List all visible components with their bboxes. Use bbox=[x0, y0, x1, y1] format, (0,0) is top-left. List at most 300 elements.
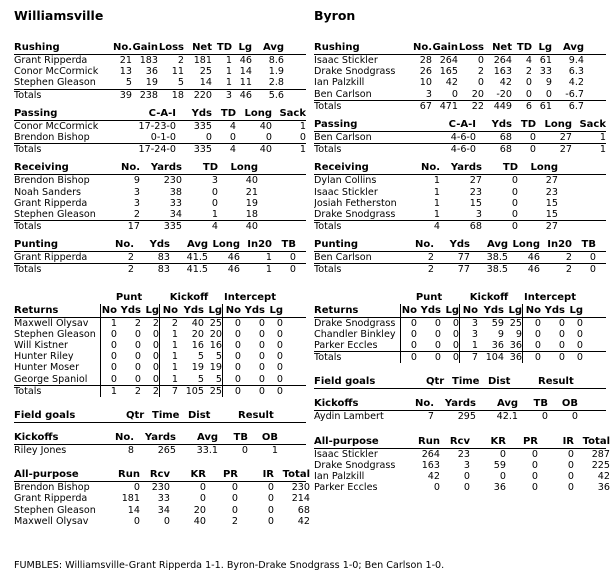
stat-value: 0 bbox=[229, 131, 236, 143]
column-header: Yards bbox=[444, 398, 476, 410]
column-header: No. bbox=[414, 398, 434, 410]
column-header: Lg bbox=[538, 42, 552, 53]
stat-value: 0 bbox=[211, 197, 218, 209]
column-header: Lg bbox=[238, 42, 252, 53]
stat-value: 46 bbox=[239, 89, 252, 101]
stat-value: 19 bbox=[145, 77, 158, 89]
stat-value: 18 bbox=[245, 208, 258, 220]
column-header: No bbox=[159, 304, 178, 317]
column-header: TD bbox=[216, 42, 232, 53]
player-name: Maxwell Olysav bbox=[14, 515, 89, 527]
stat-value: 1 bbox=[265, 264, 272, 276]
rushing-section bbox=[314, 41, 606, 112]
player-name: Stephen Gleason bbox=[14, 504, 96, 516]
stat-value: 1 bbox=[299, 120, 306, 132]
stat-value: 4 bbox=[229, 144, 236, 156]
stat-value: 2 bbox=[427, 252, 434, 264]
stat-value: 1 bbox=[459, 340, 478, 351]
stat-value: 0 bbox=[199, 482, 206, 494]
team-name: Byron bbox=[314, 8, 356, 23]
column-header: No. bbox=[114, 431, 134, 443]
stat-value: 36 bbox=[493, 482, 506, 494]
stat-value: 3 bbox=[133, 197, 140, 209]
returns-group-header bbox=[14, 292, 306, 304]
column-header: In20 bbox=[547, 239, 572, 251]
column-header: Result bbox=[538, 376, 574, 388]
stat-value: 6.3 bbox=[568, 66, 584, 78]
stat-value: 9 bbox=[497, 328, 504, 340]
passing-section bbox=[314, 118, 606, 155]
stat-value: 0 bbox=[152, 351, 159, 363]
stat-value: 2 bbox=[152, 317, 159, 329]
table-row bbox=[314, 175, 606, 186]
stat-value: 1 bbox=[159, 329, 178, 340]
return-group-label: Punt bbox=[415, 291, 443, 303]
stat-value: 36 bbox=[491, 340, 504, 351]
stat-value: 4-6-0 bbox=[450, 131, 476, 143]
stat-value: 1 bbox=[159, 351, 178, 362]
stat-value: 33 bbox=[539, 66, 552, 78]
stat-value: 15 bbox=[545, 197, 558, 209]
stat-value: 25 bbox=[209, 317, 222, 329]
stat-value: 0 bbox=[222, 340, 241, 351]
table-row bbox=[14, 318, 306, 329]
stat-value: 1.9 bbox=[268, 66, 284, 78]
stat-value: 1 bbox=[271, 444, 278, 456]
stat-value: 0 bbox=[222, 362, 241, 373]
stat-value: 36 bbox=[509, 352, 522, 364]
stat-value: 2 bbox=[565, 264, 572, 276]
stat-value: 0 bbox=[558, 340, 565, 351]
column-header: Avg bbox=[196, 431, 218, 443]
stat-value: 0 bbox=[258, 317, 265, 329]
player-name: Dylan Collins bbox=[314, 175, 377, 187]
stat-value: 0 bbox=[434, 328, 441, 340]
stat-value: 23 bbox=[457, 448, 470, 460]
table-row bbox=[314, 482, 610, 494]
section-title: Kickoffs bbox=[314, 398, 359, 410]
column-header: Yds bbox=[420, 304, 441, 316]
stat-value: 0 bbox=[152, 340, 159, 351]
stat-value: 1 bbox=[100, 318, 117, 329]
player-name: Drake Snodgrass bbox=[314, 459, 396, 471]
table-row bbox=[314, 411, 606, 422]
stat-value: 0 bbox=[525, 77, 532, 89]
spacer bbox=[14, 292, 100, 304]
stat-value: 3 bbox=[463, 459, 470, 471]
stat-value: 0 bbox=[222, 374, 241, 385]
stat-value: 0 bbox=[511, 208, 518, 220]
stat-value: 68 bbox=[297, 504, 310, 516]
table-row bbox=[314, 77, 606, 88]
stat-value: 8 bbox=[127, 444, 134, 456]
stat-value: 0 bbox=[567, 459, 574, 471]
stat-value: 42 bbox=[445, 77, 458, 89]
stat-value: 28 bbox=[419, 55, 432, 66]
column-header: PR bbox=[222, 469, 238, 481]
receiving-header bbox=[14, 161, 306, 175]
table-row bbox=[14, 175, 306, 186]
stat-value: 41.5 bbox=[186, 252, 208, 264]
stat-value: 5 bbox=[177, 77, 184, 89]
stat-value: 2 bbox=[177, 55, 184, 66]
stat-value: 1 bbox=[265, 252, 272, 264]
stat-value: 27 bbox=[469, 175, 482, 187]
stat-value: 21 bbox=[119, 55, 132, 66]
stat-value: 0 bbox=[241, 444, 248, 456]
stat-value: 3 bbox=[459, 318, 478, 329]
returns-section bbox=[14, 292, 306, 397]
column-header: Time bbox=[152, 409, 180, 421]
stat-value: 40 bbox=[245, 221, 258, 233]
spacer bbox=[314, 292, 400, 304]
stat-value: -20 bbox=[496, 88, 512, 100]
stat-value: 0 bbox=[477, 77, 484, 89]
totals-label: Totals bbox=[14, 89, 42, 101]
stat-value: 1 bbox=[599, 131, 606, 143]
return-group-label: Kickoff bbox=[169, 291, 209, 303]
stat-value: 13 bbox=[119, 66, 132, 78]
section-title: Rushing bbox=[314, 42, 360, 53]
totals-label: Totals bbox=[314, 221, 342, 233]
stat-value: 6.7 bbox=[568, 100, 584, 112]
stat-value: 19 bbox=[191, 362, 204, 374]
column-header: Run bbox=[418, 435, 440, 447]
stat-value: 0 bbox=[134, 373, 141, 385]
stat-value: 83 bbox=[157, 264, 170, 276]
stat-value: 0 bbox=[511, 175, 518, 187]
stat-value: 0 bbox=[222, 318, 241, 329]
rushing-header bbox=[314, 41, 606, 55]
column-header: No. bbox=[420, 162, 440, 174]
column-header: Yds bbox=[483, 304, 504, 316]
stat-value: 0 bbox=[558, 352, 565, 364]
stat-value: 0 bbox=[100, 329, 117, 340]
player-name: Conor McCormick bbox=[14, 120, 99, 132]
totals-label: Totals bbox=[14, 144, 42, 156]
stat-value: 230 bbox=[291, 482, 310, 494]
stat-value: 0 bbox=[276, 328, 283, 340]
column-header: No bbox=[401, 304, 417, 316]
stat-value: 0 bbox=[222, 351, 241, 362]
stat-value: 5.6 bbox=[268, 89, 284, 101]
all-purpose-header bbox=[14, 468, 310, 482]
stat-value: 42 bbox=[427, 470, 440, 482]
column-header: TD bbox=[202, 162, 218, 174]
column-header: Qtr bbox=[126, 409, 145, 421]
column-header: Lg bbox=[208, 304, 222, 316]
stat-value: 46 bbox=[527, 252, 540, 264]
stat-value: 0 bbox=[531, 448, 538, 460]
column-header: Lg bbox=[145, 304, 159, 316]
stat-value: 0 bbox=[576, 352, 583, 364]
stat-value: 225 bbox=[591, 459, 610, 471]
table-row bbox=[314, 89, 606, 100]
stat-value: 220 bbox=[193, 89, 212, 101]
returns-group-header bbox=[314, 292, 606, 304]
stat-value: 238 bbox=[139, 89, 158, 101]
stat-value: 27 bbox=[545, 175, 558, 187]
stat-value: 0 bbox=[576, 317, 583, 329]
stat-value: 15 bbox=[545, 208, 558, 220]
stat-value: 0 bbox=[567, 470, 574, 482]
totals-label: Totals bbox=[314, 352, 342, 364]
player-name: Grant Ripperda bbox=[14, 55, 88, 66]
stat-value: 9 bbox=[133, 175, 140, 187]
table-row bbox=[14, 252, 306, 263]
player-name: Ian Palzkill bbox=[314, 470, 365, 482]
passing-section bbox=[14, 107, 306, 156]
team-column-williamsville bbox=[14, 4, 310, 533]
returns-header bbox=[314, 304, 606, 318]
stat-value: 0 bbox=[205, 131, 212, 143]
column-header: OB bbox=[561, 398, 578, 410]
stat-value: 46 bbox=[239, 55, 252, 66]
player-name: Parker Eccles bbox=[314, 340, 378, 351]
column-header: Lg bbox=[445, 304, 459, 316]
stat-value: 0 bbox=[576, 328, 583, 340]
totals-row bbox=[314, 100, 606, 112]
section-title: Receiving bbox=[314, 162, 369, 174]
stat-value: 25 bbox=[509, 317, 522, 329]
section-title: Receiving bbox=[14, 162, 69, 174]
stat-value: 1 bbox=[211, 208, 218, 220]
stat-value: 2 bbox=[525, 66, 532, 78]
stat-value: 0 bbox=[525, 88, 532, 100]
kickoffs-header bbox=[314, 397, 606, 411]
totals-row bbox=[314, 351, 606, 363]
stat-value: 0 bbox=[267, 493, 274, 505]
stat-value: 42.1 bbox=[496, 411, 518, 423]
stat-value: 335 bbox=[193, 120, 212, 132]
column-header: Net bbox=[192, 42, 212, 53]
stat-value: 230 bbox=[151, 482, 170, 494]
totals-row bbox=[314, 220, 606, 232]
column-header: No bbox=[222, 304, 241, 317]
stat-value: 0 bbox=[134, 362, 141, 374]
column-header: Long bbox=[212, 239, 240, 251]
player-name: Drake Snodgrass bbox=[314, 66, 396, 78]
section-title: Returns bbox=[314, 304, 359, 316]
totals-label: Totals bbox=[314, 264, 342, 276]
stat-value: 0 bbox=[452, 317, 459, 329]
stat-value: 0 bbox=[152, 362, 159, 374]
column-header: Net bbox=[492, 42, 512, 53]
stat-value: 0 bbox=[199, 493, 206, 505]
column-header: Avg bbox=[486, 239, 508, 251]
totals-row bbox=[14, 220, 306, 232]
stat-value: 8.6 bbox=[268, 55, 284, 66]
punting-section bbox=[314, 238, 606, 275]
player-name: George Spaniol bbox=[14, 373, 88, 385]
stat-value: 0 bbox=[463, 482, 470, 494]
stat-value: 68 bbox=[499, 131, 512, 143]
player-name: Will Kistner bbox=[14, 340, 68, 351]
table-row bbox=[14, 340, 306, 351]
stat-value: 0 bbox=[511, 186, 518, 198]
table-row bbox=[14, 77, 306, 88]
stat-value: 0 bbox=[276, 340, 283, 351]
stat-value: 0 bbox=[522, 329, 541, 340]
column-header: Run bbox=[118, 469, 140, 481]
column-header: TB bbox=[233, 431, 248, 443]
stat-value: 20 bbox=[471, 88, 484, 100]
stat-value: 0 bbox=[258, 385, 265, 397]
column-header: Yards bbox=[450, 162, 482, 174]
column-header: Long bbox=[530, 162, 558, 174]
column-header: Total bbox=[282, 469, 310, 481]
column-header: Yards bbox=[144, 431, 176, 443]
stat-value: 2.8 bbox=[268, 77, 284, 89]
stat-value: 0 bbox=[589, 252, 596, 264]
rushing-header bbox=[14, 41, 306, 55]
stat-value: 0 bbox=[289, 264, 296, 276]
totals-row bbox=[314, 143, 606, 155]
stat-value: 1 bbox=[599, 144, 606, 156]
stat-value: 264 bbox=[439, 55, 458, 66]
player-name: Stephen Gleason bbox=[14, 208, 96, 220]
stat-value: 0 bbox=[258, 373, 265, 385]
column-header: Long bbox=[544, 118, 572, 130]
column-header: Total bbox=[582, 435, 610, 447]
stat-value: 3 bbox=[425, 88, 432, 100]
stat-value: 40 bbox=[191, 317, 204, 329]
stat-value: 0 bbox=[265, 131, 272, 143]
column-header: TB bbox=[281, 239, 296, 251]
stat-value: 33 bbox=[157, 493, 170, 505]
table-row bbox=[14, 351, 306, 362]
column-header: Avg bbox=[562, 42, 584, 53]
table-row bbox=[14, 493, 310, 505]
column-header: C-A-I bbox=[148, 107, 176, 119]
stat-value: 67 bbox=[419, 100, 432, 112]
stat-value: 34 bbox=[169, 208, 182, 220]
punting-header bbox=[14, 238, 306, 252]
player-name: Stephen Gleason bbox=[14, 77, 96, 89]
column-header: Avg bbox=[262, 42, 284, 53]
stat-value: 105 bbox=[185, 385, 204, 397]
totals-label: Totals bbox=[14, 385, 42, 397]
stat-value: 23 bbox=[545, 186, 558, 198]
column-header: IR bbox=[562, 435, 574, 447]
section-title: Passing bbox=[314, 118, 358, 130]
stat-value: 59 bbox=[491, 317, 504, 329]
stat-value: 61 bbox=[539, 55, 552, 66]
table-row bbox=[14, 198, 306, 209]
stat-value: 181 bbox=[121, 493, 140, 505]
stat-value: 0 bbox=[100, 374, 117, 385]
table-row bbox=[314, 66, 606, 77]
section-title: All-purpose bbox=[14, 469, 79, 481]
receiving-header bbox=[314, 161, 606, 175]
column-header: Loss bbox=[458, 42, 484, 53]
stat-value: 264 bbox=[421, 448, 440, 460]
stat-value: 16 bbox=[191, 340, 204, 351]
column-header: No. bbox=[412, 42, 432, 53]
stat-value: 0 bbox=[522, 352, 541, 363]
stat-value: 20 bbox=[193, 504, 206, 516]
column-header: Yds bbox=[491, 118, 512, 130]
column-header: Time bbox=[452, 376, 480, 388]
stat-value: 0 bbox=[276, 373, 283, 385]
stat-value: 0 bbox=[231, 493, 238, 505]
stat-value: 1 bbox=[225, 77, 232, 89]
stat-value: 0 bbox=[258, 351, 265, 363]
stat-value: 1 bbox=[159, 362, 178, 373]
table-row bbox=[314, 198, 606, 209]
stat-value: 4 bbox=[525, 55, 532, 66]
field-goals-section bbox=[14, 409, 306, 423]
stat-value: 19 bbox=[209, 362, 222, 374]
table-row bbox=[14, 55, 306, 66]
stat-value: 0 bbox=[434, 340, 441, 351]
stat-value: 68 bbox=[469, 221, 482, 233]
stat-value: 2 bbox=[134, 385, 141, 397]
table-row bbox=[14, 66, 306, 77]
table-row bbox=[314, 252, 606, 263]
player-name: Isaac Stickler bbox=[314, 186, 378, 198]
column-header: Long bbox=[230, 162, 258, 174]
team-name: Williamsville bbox=[14, 8, 104, 23]
table-row bbox=[314, 459, 610, 471]
stat-value: 214 bbox=[291, 493, 310, 505]
player-name: Grant Ripperda bbox=[14, 252, 88, 264]
column-header: No. bbox=[112, 42, 132, 53]
stat-value: 230 bbox=[163, 175, 182, 187]
stat-value: 39 bbox=[119, 89, 132, 101]
stat-value: 6 bbox=[525, 100, 532, 112]
stat-value: 1 bbox=[433, 175, 440, 187]
player-name: Brendon Bishop bbox=[14, 131, 90, 143]
stat-value: 0 bbox=[258, 328, 265, 340]
stat-value: 0 bbox=[511, 221, 518, 233]
column-header: Lg bbox=[508, 304, 522, 316]
stat-value: 0 bbox=[152, 328, 159, 340]
player-name: Isaac Stickler bbox=[314, 55, 378, 66]
column-header: Qtr bbox=[426, 376, 445, 388]
column-header: Yds bbox=[183, 304, 204, 316]
column-header: TB bbox=[581, 239, 596, 251]
stat-value: 335 bbox=[163, 221, 182, 233]
stat-value: 2 bbox=[477, 66, 484, 78]
stat-value: 25 bbox=[199, 66, 212, 78]
stat-value: 0 bbox=[558, 328, 565, 340]
table-row bbox=[314, 340, 606, 351]
stat-value: 163 bbox=[421, 459, 440, 471]
player-name: Ben Carlson bbox=[314, 131, 372, 143]
stat-value: 0 bbox=[289, 252, 296, 264]
kickoffs-section bbox=[14, 431, 306, 456]
stat-value: 0 bbox=[567, 482, 574, 494]
column-header: Yds bbox=[449, 239, 470, 251]
stat-value: 9.4 bbox=[568, 55, 584, 66]
stat-value: 2 bbox=[127, 264, 134, 276]
stat-value: 183 bbox=[139, 55, 158, 66]
stat-value: 0 bbox=[400, 340, 417, 351]
stat-value: 36 bbox=[597, 482, 610, 494]
stat-value: 0 bbox=[267, 515, 274, 527]
stat-value: 1 bbox=[159, 340, 178, 351]
stat-value: 0 bbox=[452, 352, 459, 364]
table-row bbox=[314, 448, 610, 460]
column-header: In20 bbox=[247, 239, 272, 251]
totals-label: Totals bbox=[14, 221, 42, 233]
stat-value: 0 bbox=[541, 411, 548, 423]
stat-value: 40 bbox=[259, 120, 272, 132]
totals-row bbox=[14, 89, 306, 101]
stat-value: 33.1 bbox=[196, 444, 218, 456]
stat-value: 0 bbox=[522, 318, 541, 329]
